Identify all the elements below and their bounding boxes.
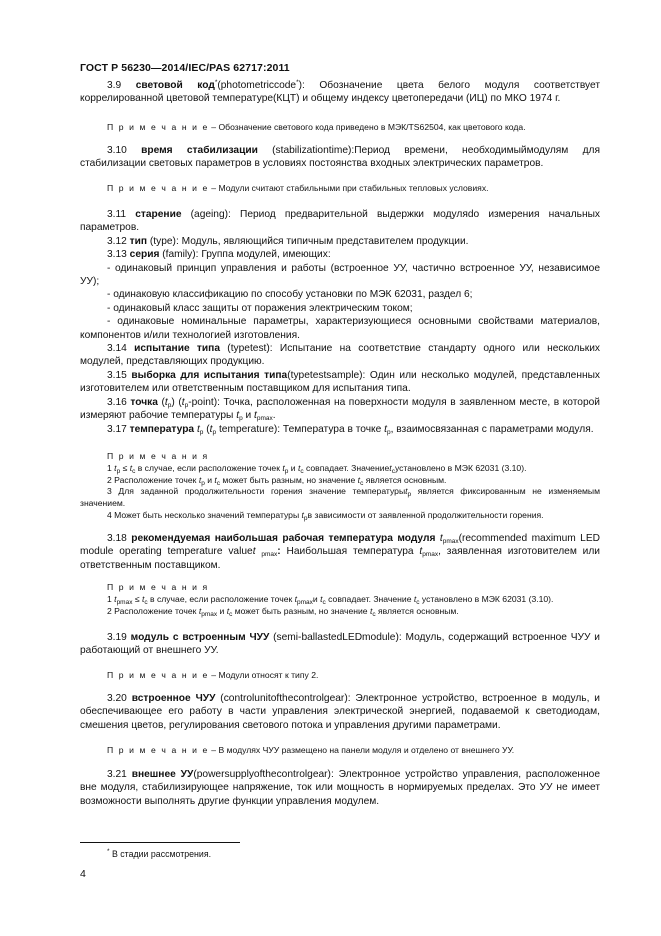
clause-3-17: 3.17 температура $t_p$ ($t_p$ temperature): Температура в точке $t_p$, взаимосвязанная с параметрами модуля. [107,423,594,436]
footnote: * В стадии рассмотрения. [107,848,212,859]
clause-3-12: 3.12 тип (type): Модуль, являющийся типичным представителем продукции. [107,235,469,247]
clause-3-19: 3.19 модуль с встроенным ЧУУ (semi-ballastedLEDmodule): Модуль, содержащий встроенное ЧУУ и работающий от внешнего УУ. [80,632,600,657]
list-item: - одинаковую классификацию по способу установки по МЭК 62031, раздел 6; [107,289,473,301]
notes-3-17 [80,451,600,522]
list-item: - одинаковые номинальные параметры, характеризующиеся основными свойствами материалов, компонентов и/или технологией изготовления. [80,316,600,341]
note-3-10: П р и м е ч а н и е – Модули считают стабильными при стабильных тепловых условиях. [107,183,489,193]
document-header: ГОСТ Р 56230—2014/IEC/PAS 62717:2011 [80,62,290,74]
clause-3-18: 3.18 рекомендуемая наибольшая рабочая температура модуля $t_{pmax}(recommended$ maximum LED module operating temperature valuet $_{pmax}$: Наибольшая температура $t_{pmax}$, заявленная изготовителем или ответственным поставщиком. [80,533,600,571]
clause-3-10: 3.10 время стабилизации (stabilizationtime):Период времени, необходимыймодулям для стабилизации световых параметров в условиях постоянства входных электрических параметров. [80,145,600,170]
clause-3-20: 3.20 встроенное ЧУУ (controlunitofthecontrolgear): Электронное устройство, встроенное в модуль, и обеспечивающее его работу в части управления электрической энергией, подаваемой к светодиодам, смешения цветов, регулирования светового потока и управления другими параметрами. [80,693,600,731]
notes-3-18 [80,582,600,617]
list-item: - одинаковый принцип управления и работы (встроенное УУ, частично встроенное УУ, независимое УУ); [80,262,600,288]
clause-3-11: 3.11 старение (ageing): Период предварительной выдержки модуляdо измерения начальных параметров. [80,209,600,234]
clause-3-9: 3.9 световой код*(photometriccode*): Обозначение цвета белого модуля соответствует коррелированной цветовой температуре(КЦТ) и общему индексу цветопередачи (ИЦ) по МКО 1974 г. [80,79,600,105]
page-number: 4 [80,868,86,880]
list-item: - одинаковый класс защиты от поражения электрическим током; [107,302,413,314]
note-3-9: П р и м е ч а н и е – Обозначение светового кода приведено в МЭК/TS62504, как цветового кода. [107,122,526,132]
clause-3-15: 3.15 выборка для испытания типа(typetestsample): Один или несколько модулей, представленных изготовителем или ответственным поставщиком для испытания типа. [80,369,600,395]
footnote-separator [80,842,240,843]
note-item: 2 Расположение точек $t_p$ и $t_c$ может быть разным, но значение $t_c$ является основным. [107,474,447,487]
note-3-19: П р и м е ч а н и е – Модули относят к типу 2. [107,670,319,680]
notes-label: П р и м е ч а н и я [107,451,209,461]
note-item: 1 $t_{pmax} \le t_c$ в случае, если расположение точек $t_{pmax}и$ $t_c$ совпадает. Значение $t_c$ установлено в МЭК 62031 (3.10). [107,593,554,606]
note-item: 4 Может быть несколько значений температуры $t_pв$ зависимости от заявленной продолжительности горения. [107,509,544,522]
note-item: 2 Расположение точек $t_{pmax}$ и $t_c$ может быть разным, но значение $t_c$ является основным. [107,605,459,618]
clause-3-14: 3.14 испытание типа (typetest): Испытание на соответствие стандарту одного или нескольких модулей, представляющих продукцию. [80,343,600,368]
notes-label: П р и м е ч а н и я [107,582,209,592]
clause-3-21: 3.21 внешнее УУ(powersupplyofthecontrolgear): Электронное устройство управления, расположенное вне модуля, стабилизирующее напряжение, ток или мощность в нормируемых пределах. Это УУ не имеет возможности выполнять другие функции управления модулем. [80,769,600,807]
clause-3-13: 3.13 серия (family): Группа модулей, имеющих: [107,249,331,261]
clauses-3-11-to-3-17 [80,208,600,436]
note-item: 3 Для заданной продолжительности горения значение температурыt$_p$ является фиксированным не изменяемым значением. [80,486,600,509]
note-item: 1 $t_p \le t_c$ в случае, если расположение точек $t_p$ и $t_c$ совпадает. Значениеt$_c$установлено в МЭК 62031 (3.10). [107,462,527,475]
note-3-20: П р и м е ч а н и е – В модулях ЧУУ размещено на панели модуля и отделено от внешнего УУ. [107,745,515,755]
clause-3-16: 3.16 точка $(t_p)$ $(t_p-point)$: Точка, расположенная на поверхности модуля в заявленном месте, в которой измеряют рабочие температуры $t_p$ и $t_{pmax}$. [80,396,600,423]
